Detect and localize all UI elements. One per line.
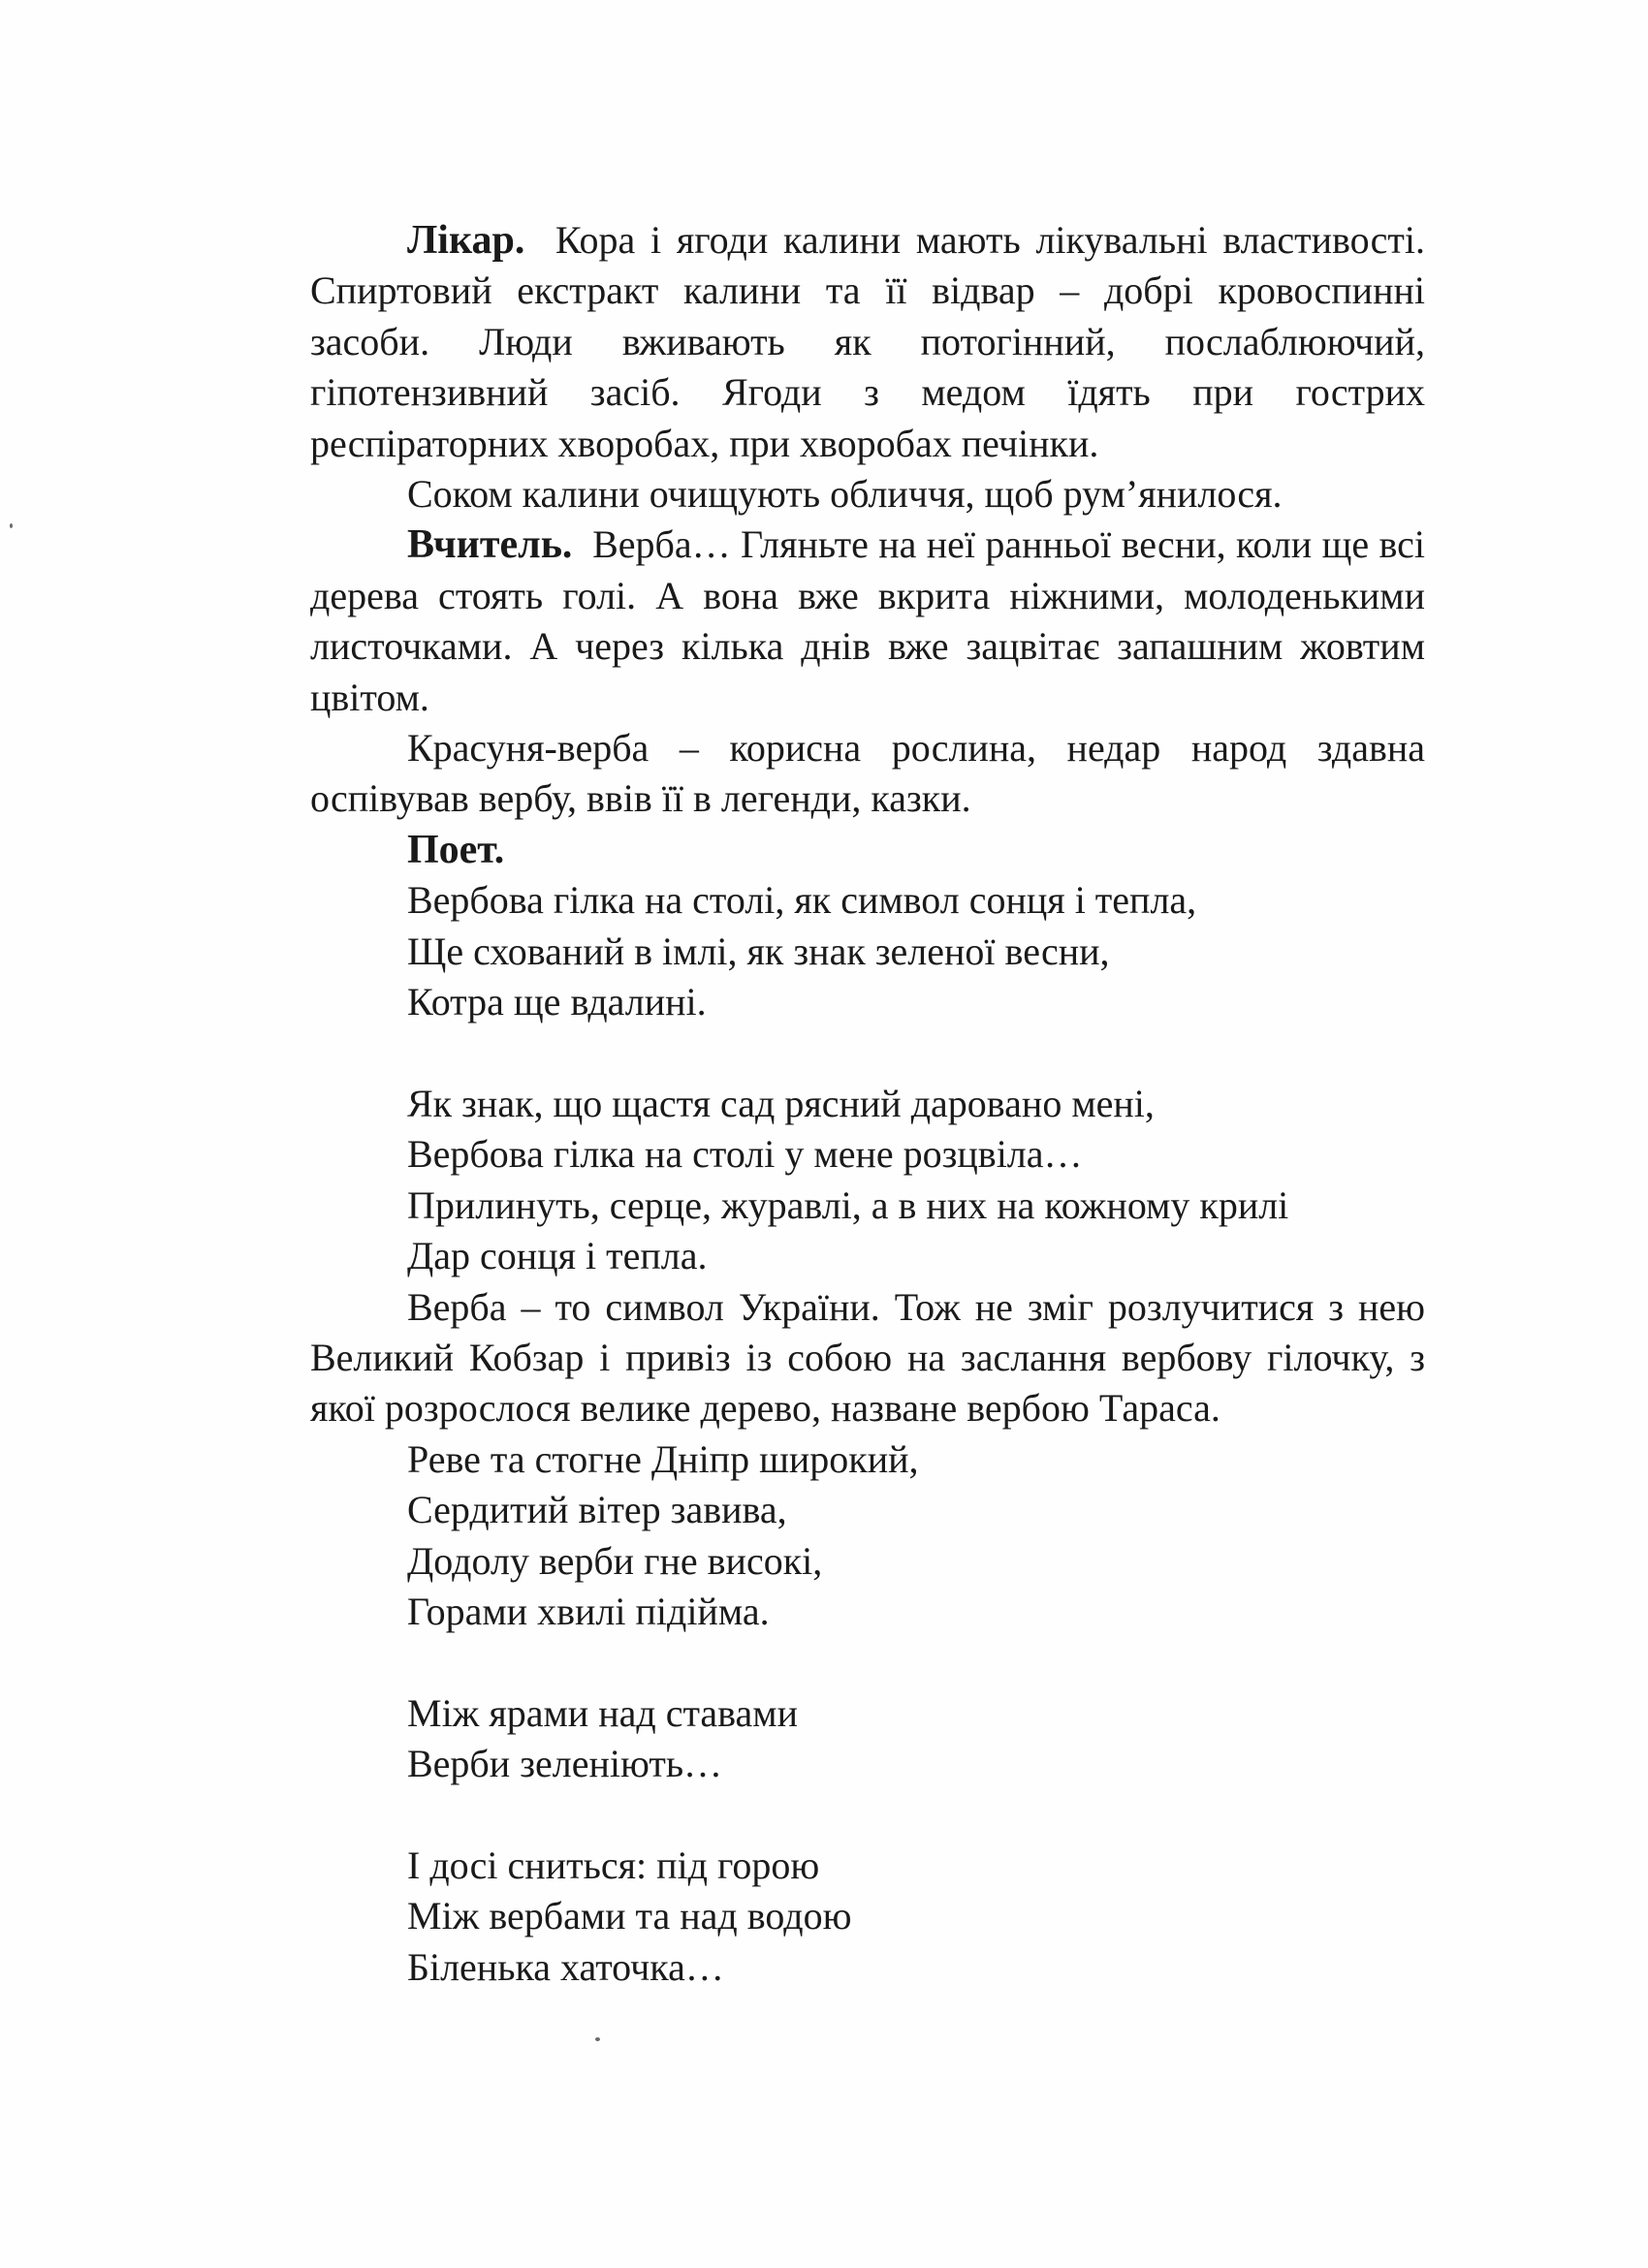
verse-line: Як знак, що щастя сад рясний даровано мені, bbox=[407, 1081, 1155, 1125]
speaker-heading bbox=[310, 825, 1425, 875]
verse-line: Додолу верби гне високі, bbox=[407, 1538, 823, 1583]
paragraph-text: Верба… Гляньте на неї ранньої весни, коли ще всі дерева стоять голі. А вона вже вкрита ніжними, молоденькими листочками. А через кілька днів вже зацвітає запашним жовтим цвітом. bbox=[310, 522, 1426, 719]
verse-line: Між ярами над ставами bbox=[407, 1690, 799, 1735]
verse-line: Вербова гілка на столі, як символ сонця і тепла, bbox=[407, 878, 1197, 923]
paragraph bbox=[310, 469, 1425, 520]
blank-line bbox=[310, 1637, 1425, 1687]
paragraph bbox=[310, 215, 1425, 469]
verse-line: Реве та стогне Дніпр широкий, bbox=[407, 1436, 919, 1481]
paragraph bbox=[310, 723, 1425, 825]
verse-line: Дар сонця і тепла. bbox=[407, 1234, 708, 1278]
speaker-name: Поет. bbox=[407, 827, 505, 872]
verse-line: Ще схований в імлі, як знак зеленої весни, bbox=[407, 929, 1110, 973]
paragraph-text: Верба – то символ України. Тож не зміг розлучитися з нею Великий Кобзар і привіз із собою на заслання вербову гілочку, з якої розрослося велике дерево, назване вербою Тараса. bbox=[310, 1284, 1425, 1431]
verse-line: Біленька хаточка… bbox=[407, 1944, 724, 1989]
document-body bbox=[310, 215, 1425, 1993]
verse-line: Вербова гілка на столі у мене розцвіла… bbox=[407, 1132, 1083, 1177]
verse-line: Верби зеленіють… bbox=[407, 1742, 723, 1786]
verse-line: Між вербами та над водою bbox=[407, 1894, 852, 1938]
paragraph bbox=[310, 1282, 1425, 1434]
verse-line: Прилинуть, серце, журавлі, а в них на кожному крилі bbox=[407, 1182, 1289, 1227]
paragraph-text: Кора і ягоди калини мають лікувальні властивості. Спиртовий екстракт калини та її відвар – добрі кровоспинні засоби. Люди вживають як потогінний, послаблюючий, гіпотензивний засіб. Ягоди з медом їдять при гострих респіраторних хворобах, при хворобах печінки. bbox=[310, 218, 1425, 465]
blank-line bbox=[310, 1790, 1425, 1841]
verse-line: Сердитий вітер завива, bbox=[407, 1488, 787, 1532]
paragraph-text: Красуня-верба – корисна рослина, недар народ здавна оспівував вербу, ввів її в легенди, казки. bbox=[310, 726, 1425, 821]
verse-line: Горами хвилі підійма. bbox=[407, 1589, 770, 1633]
speaker-name: Вчитель. bbox=[407, 522, 573, 568]
paragraph-text: Соком калини очищують обличчя, щоб рум’янилося. bbox=[407, 472, 1283, 517]
blank-line bbox=[310, 1028, 1425, 1079]
speaker-name: Лікар. bbox=[407, 218, 525, 263]
verse-line: Котра ще вдалині. bbox=[407, 980, 707, 1024]
scan-speck bbox=[10, 523, 13, 528]
verse-line: І досі сниться: під горою bbox=[407, 1843, 820, 1887]
paragraph bbox=[310, 520, 1425, 723]
scan-speck bbox=[595, 2037, 600, 2041]
